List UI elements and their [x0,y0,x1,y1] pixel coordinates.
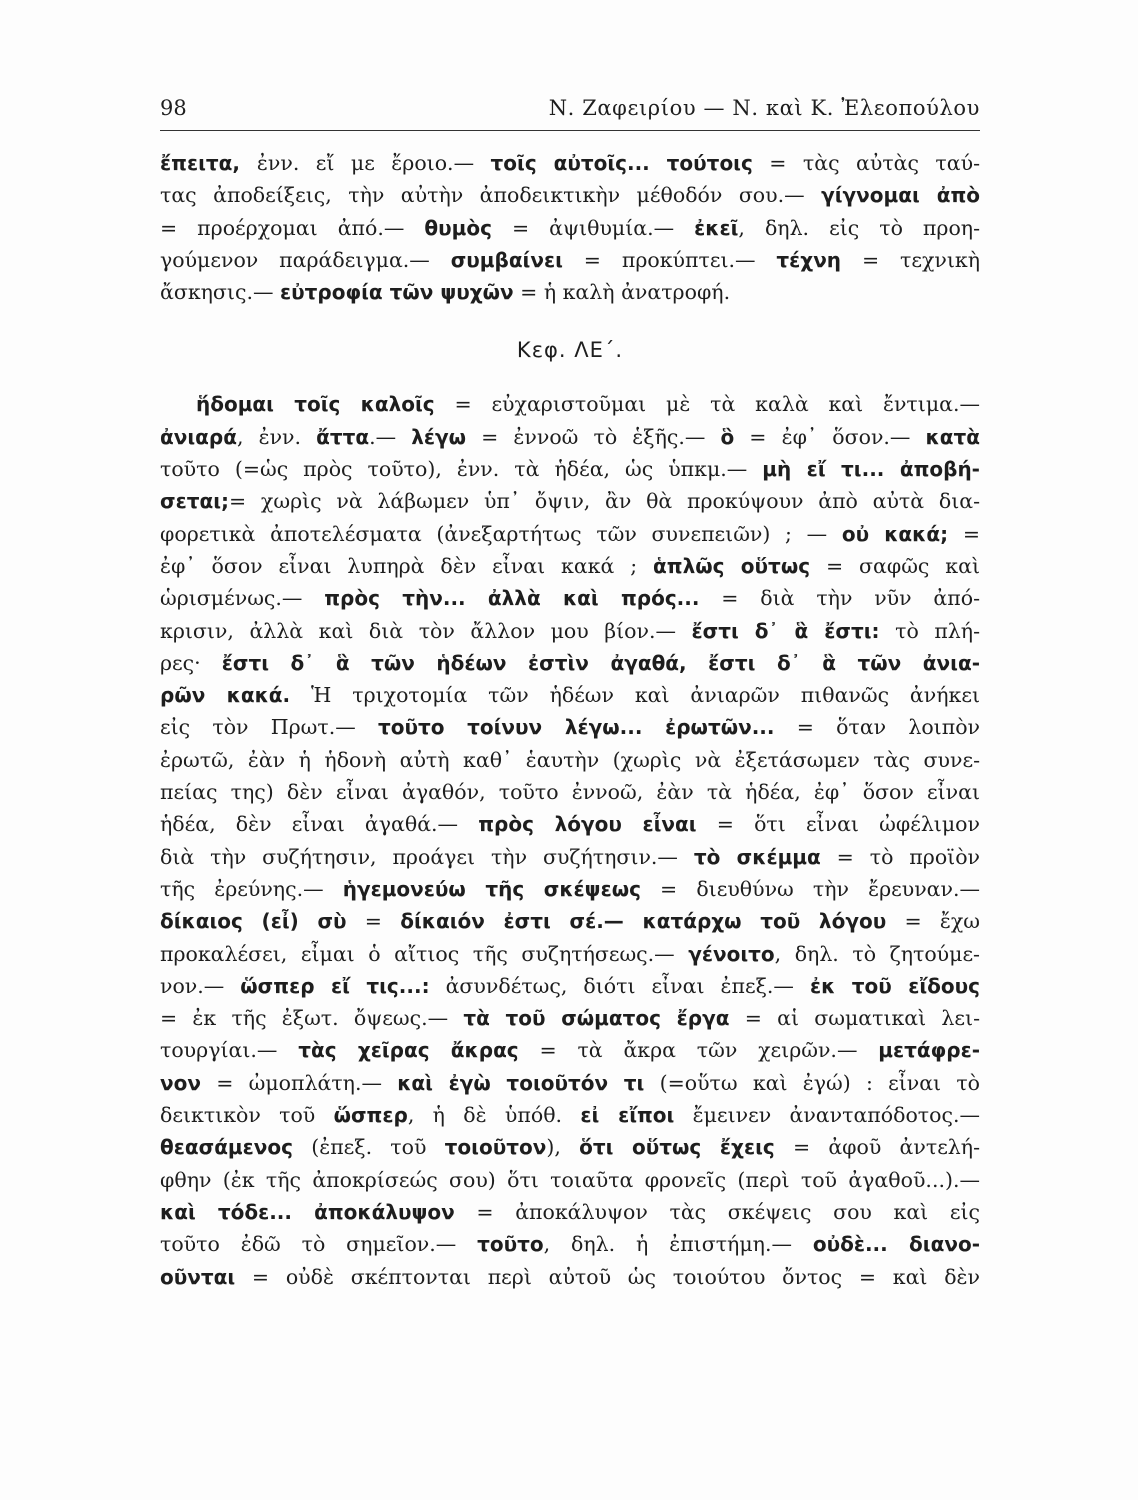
gloss-text: ὡρισμένως.— [160,586,325,611]
gloss-text: = ἐφ᾽ ὅσον.— [734,424,926,449]
lemma-term: οὐ κακά; [841,521,949,546]
lemma-term: ὃ [720,424,735,449]
text-line [160,212,980,244]
text-line [160,1067,980,1099]
commentary-section-2 [160,388,980,1292]
gloss-text: , ἡ δὲ ὑπόθ. [407,1103,581,1128]
gloss-text: τοῦτο (=ὡς πρὸς τοῦτο), ἐνν. τὰ ἡδέα, ὡς ὑπκμ.— [160,457,763,482]
gloss-text: δεικτικὸν τοῦ [160,1103,334,1128]
text-line [160,1261,980,1293]
gloss-text: = χωρὶς νὰ λάβωμεν ὑπ᾽ ὄψιν, ἂν θὰ προκύψουν ἀπὸ αὐτὰ δια- [229,489,980,514]
lemma-term: συμβαίνει [450,247,563,272]
text-line [160,147,980,179]
gloss-text: ἐρωτῶ, ἐὰν ἡ ἡδονὴ αὐτὴ καθ᾽ ἑαυτὴν (χωρὶς νὰ ἐξετάσωμεν τὰς συνε- [160,747,980,772]
lemma-term: τὰ τοῦ σώματος ἔργα [463,1006,730,1031]
gloss-text: ἐνν. εἴ με ἔροιο.— [256,151,491,175]
gloss-text: = ἀφοῦ ἀντελή- [774,1135,980,1160]
lemma-term: ἔστι δ᾽ ἃ ἔστι: [691,618,880,643]
gloss-text: εἰς τὸν Πρωτ.— [160,715,378,740]
gloss-text: τοῦτο ἐδῶ τὸ σημεῖον.— [160,1232,478,1257]
lemma-term: οὐδὲ... διανο- [812,1232,980,1257]
lemma-term: θυμὸς [424,215,492,240]
gloss-text: τας ἀποδείξεις, τὴν αὐτὴν ἀποδεικτικὴν μέθοδόν σου.— [160,183,822,208]
text-line [160,647,980,679]
gloss-text: = ὅτι εἶναι ὠφέλιμον [696,812,980,837]
gloss-text: = διὰ τὴν νῦν ἀπό- [699,586,980,611]
gloss-text: = ἐκ τῆς ἐξωτ. ὄψεως.— [160,1006,464,1031]
text-line [160,1034,980,1066]
lemma-term: γίγνομαι ἀπὸ [821,183,980,208]
gloss-text: προκαλέσει, εἶμαι ὁ αἴτιος τῆς συζητήσεως.— [160,941,689,966]
lemma-term: οῦνται [160,1264,236,1289]
gloss-text: ἀσυνδέτως, διότι εἶναι ἐπεξ.— [429,973,810,998]
gloss-text: τῆς ἐρεύνης.— [160,876,343,901]
gloss-text: (=οὕτω καὶ ἐγώ) : εἶναι τὸ [644,1070,980,1095]
gloss-text: , δηλ. ἡ ἐπιστήμη.— [543,1232,813,1257]
text-line [160,1164,980,1196]
text-line [160,1131,980,1163]
gloss-text: , ἐνν. [236,424,317,449]
gloss-text: = τὸ προϊὸν [820,844,980,869]
gloss-text: = τὰ ἄκρα τῶν χειρῶν.— [518,1038,879,1063]
lemma-term: γένοιτο [688,941,775,966]
text-line [160,485,980,517]
gloss-text: = αἱ σωματικαὶ λει- [729,1006,980,1031]
text-line [160,841,980,873]
gloss-text: νον.— [160,973,241,998]
lemma-term: καὶ ἐγὼ τοιοῦτόν τι [397,1070,645,1095]
text-line [160,453,980,485]
gloss-text: διὰ τὴν συζήτησιν, προάγει τὴν συζήτησιν.— [160,844,694,869]
lemma-term: εἰ εἴποι [580,1103,675,1128]
gloss-text: = οὐδὲ σκέπτονται περὶ αὐτοῦ ὡς τοιούτου ὄντος = καὶ δὲν [235,1264,980,1289]
lemma-term: ὥσπερ εἴ τις...: [240,973,430,998]
gloss-text: Ἡ τριχοτομία τῶν ἡδέων καὶ ἀνιαρῶν πιθανῶς ἀνήκει [290,683,980,708]
gloss-text: τὸ πλή- [879,618,980,643]
gloss-text: κρισιν, ἀλλὰ καὶ διὰ τὸν ἄλλον μου βίον.— [160,618,692,643]
text-line [160,1002,980,1034]
gloss-text: φθην (ἐκ τῆς ἀποκρίσεώς σου) ὅτι τοιαῦτα φρονεῖς (περὶ τοῦ ἀγαθοῦ...).— [160,1167,980,1192]
lemma-term: τέχνη [776,247,842,272]
lemma-term: πρὸς λόγου εἶναι [478,812,697,837]
gloss-text: = ἡ καλὴ ἀνατροφή. [513,280,731,305]
lemma-term: τοῖς αὐτοῖς... τούτοις [490,151,753,175]
text-line [160,179,980,211]
text-line [160,711,980,743]
text-line [160,744,980,776]
running-title: Ν. Ζαφειρίου — Ν. καὶ Κ. Ἐλεοπούλου [548,96,980,120]
lemma-term: νον [160,1070,201,1095]
gloss-text: γούμενον παράδειγμα.— [160,247,451,272]
gloss-text: = ὠμοπλάτη.— [201,1070,398,1095]
page-number: 98 [160,96,187,120]
gloss-text: = προκύπτει.— [562,247,777,272]
text-line [160,582,980,614]
text-line [160,421,980,453]
gloss-text: .— [369,424,412,449]
lemma-term: τοιοῦτον [444,1135,547,1160]
text-line [160,905,980,937]
gloss-text: ἄσκησις.— [160,280,280,305]
lemma-term: δίκαιος (εἶ) σὺ [160,909,347,934]
gloss-text: ἡδέα, δὲν εἶναι ἀγαθά.— [160,812,479,837]
lemma-term: ἡγεμονεύω τῆς σκέψεως [342,876,641,901]
lemma-term: ἥδομαι τοῖς καλοῖς [196,392,435,417]
running-header [160,96,980,131]
lemma-term: δίκαιόν ἐστι σέ.— κατάρχω τοῦ λόγου [400,909,887,934]
lemma-term: ἄττα [316,424,370,449]
gloss-text: (ἐπεξ. τοῦ [293,1135,445,1160]
lemma-term: ἔπειτα, [160,151,257,175]
lemma-term: μὴ εἴ τι... ἀποβή- [762,457,980,482]
gloss-text: = ἀψιθυμία.— [491,215,695,240]
lemma-term: ἁπλῶς οὕτως [653,553,811,578]
commentary-section-1 [160,147,980,308]
gloss-text: τουργίαι.— [160,1038,299,1063]
lemma-term: ἐκεῖ [694,215,739,240]
text-line [160,388,980,420]
lemma-term: μετάφρε- [878,1038,980,1063]
lemma-term: τοῦτο τοίνυν λέγω... ἐρωτῶν... [377,715,775,740]
gloss-text: = ἀποκάλυψον τὰς σκέψεις σου καὶ εἰς [454,1199,980,1224]
gloss-text: = τὰς αὐτὰς ταύ- [752,151,980,175]
gloss-text: = ἔχω [886,909,980,934]
text-line [160,1196,980,1228]
text-line [160,1228,980,1260]
text-line [160,776,980,808]
gloss-text: ρες· [160,650,222,675]
lemma-term: ὅτι οὕτως ἔχεις [579,1135,775,1160]
gloss-text: φορετικὰ ἀποτελέσματα (ἀνεξαρτήτως τῶν συνεπειῶν) ; — [160,521,842,546]
lemma-term: λέγω [411,424,467,449]
gloss-text: = σαφῶς καὶ [810,553,980,578]
gloss-text: , δηλ. τὸ ζητούμε- [774,941,980,966]
lemma-term: τὰς χεῖρας ἄκρας [298,1038,519,1063]
gloss-text: = διευθύνω τὴν ἔρευναν.— [640,876,980,901]
lemma-term: τοῦτο [477,1232,544,1257]
lemma-term: θεασάμενος [160,1135,293,1160]
gloss-text: = προέρχομαι ἀπό.— [160,215,425,240]
gloss-text: = [948,521,980,546]
gloss-text: = εὐχαριστοῦμαι μὲ τὰ καλὰ καὶ ἔντιμα.— [434,392,980,417]
lemma-term: ἐκ τοῦ εἴδους [809,973,980,998]
text-line [160,1099,980,1131]
text-line [160,970,980,1002]
gloss-text: = τεχνικὴ [841,247,980,272]
lemma-term: τὸ σκέμμα [693,844,821,869]
gloss-text: = ὅταν λοιπὸν [774,715,980,740]
lemma-term: ὥσπερ [333,1103,408,1128]
text-line [160,276,980,308]
lemma-term: εὐτροφία τῶν ψυχῶν [279,280,514,305]
text-line [160,615,980,647]
text-line [160,873,980,905]
gloss-text: πείας της) δὲν εἶναι ἀγαθόν, τοῦτο ἐννοῶ, ἐὰν τὰ ἡδέα, ἐφ᾽ ὅσον εἶναι [160,780,980,805]
text-line [160,244,980,276]
gloss-text: ἐφ᾽ ὅσον εἶναι λυπηρὰ δὲν εἶναι κακά ; [160,553,654,578]
text-line [160,679,980,711]
text-line [160,550,980,582]
gloss-text: ἔμεινεν ἀνανταπόδοτος.— [674,1103,980,1128]
lemma-term: ἀνιαρά [160,424,237,449]
gloss-text: = [346,909,401,934]
lemma-term: ρῶν κακά. [160,683,291,708]
gloss-text: , δηλ. εἰς τὸ προη- [738,215,980,240]
gloss-text: = ἐννοῶ τὸ ἑξῆς.— [466,424,721,449]
page [160,96,980,1293]
text-line [160,808,980,840]
lemma-term: σεται; [160,489,230,514]
lemma-term: καὶ τόδε... ἀποκάλυψον [160,1199,455,1224]
lemma-term: ἔστι δ᾽ ἃ τῶν ἡδέων ἐστὶν ἀγαθά, ἔστι δ᾽ ἃ τῶν ἀνια- [221,650,980,675]
gloss-text: ), [546,1135,580,1160]
chapter-heading: Κεφ. ΛΕ΄. [516,338,624,363]
text-line [160,938,980,970]
text-line [160,518,980,550]
lemma-term: πρὸς τὴν... ἀλλὰ καὶ πρός... [324,586,700,611]
lemma-term: κατὰ [925,424,980,449]
